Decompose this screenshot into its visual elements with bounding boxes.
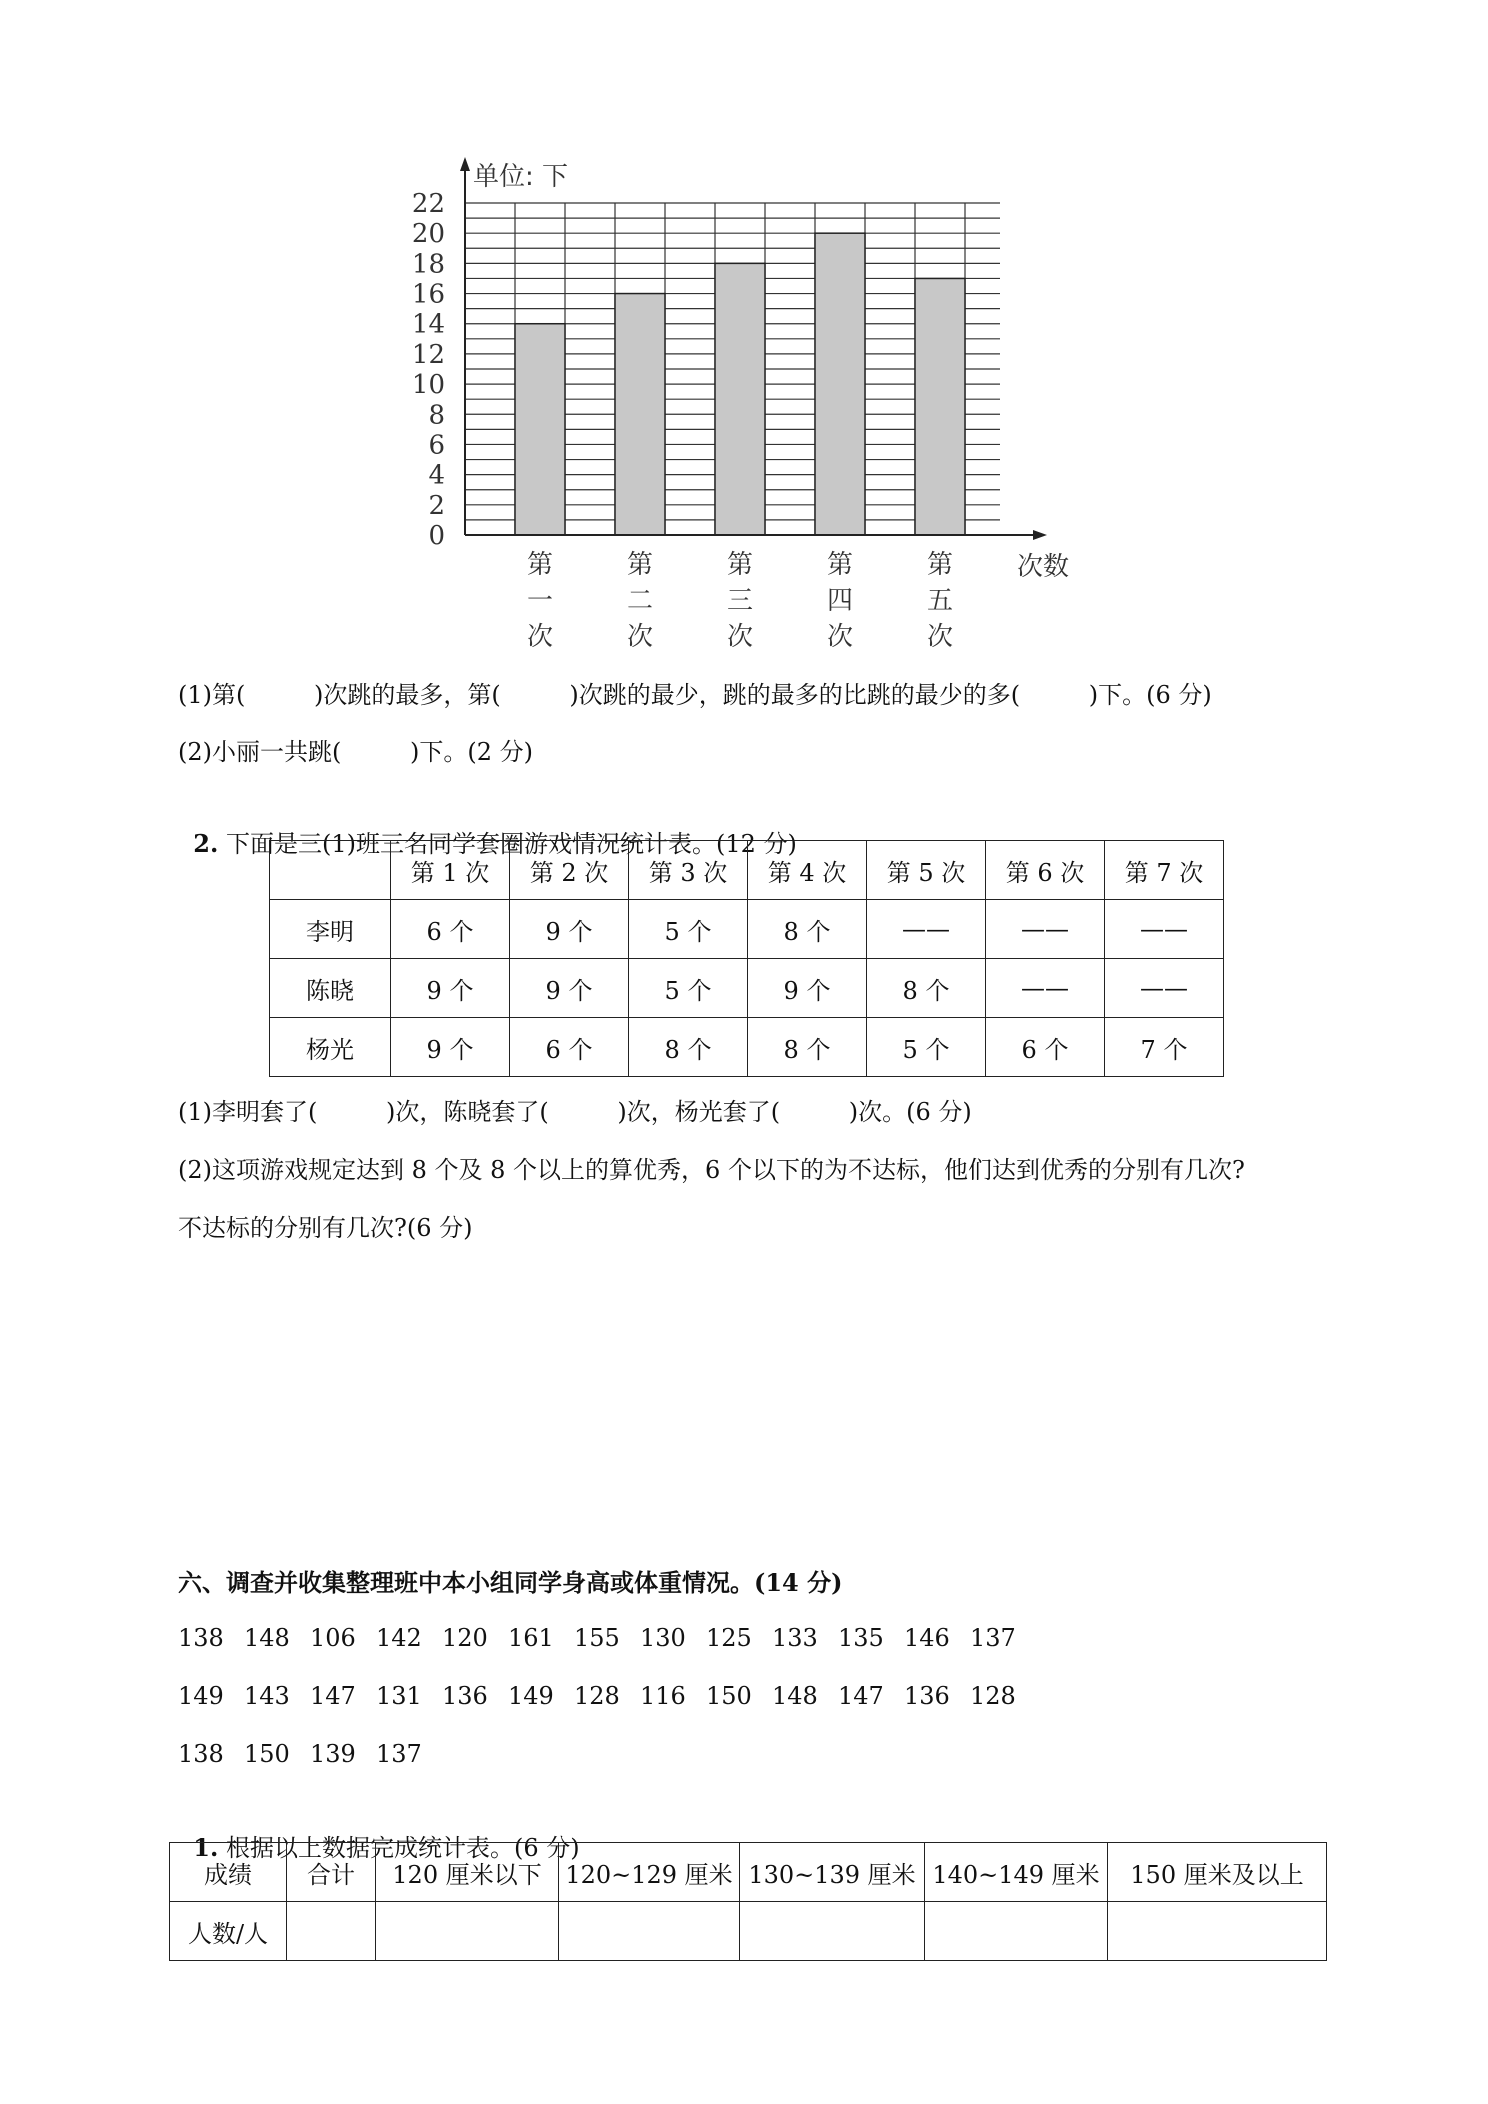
q2-title: 下面是三(1)班三名同学套圈游戏情况统计表。(12 分) — [225, 830, 797, 858]
y-tick-label: 4 — [428, 460, 445, 491]
data-value: 150 — [244, 1740, 290, 1768]
section6-title: 六、调查并收集整理班中本小组同学身高或体重情况。(14 分) — [178, 1568, 843, 1597]
table-header-cell — [270, 841, 391, 900]
table-cell: 9 个 — [391, 1018, 510, 1077]
table-cell: 杨光 — [270, 1018, 391, 1077]
data-value: 131 — [376, 1682, 422, 1710]
table-cell: 人数/人 — [170, 1902, 287, 1961]
table-input-cell[interactable] — [287, 1902, 376, 1961]
table-header-cell: 120~129 厘米 — [559, 1843, 740, 1902]
x-axis-label: 次数 — [1017, 552, 1070, 582]
data-value: 128 — [970, 1682, 1016, 1710]
data-row-2 — [178, 1682, 1036, 1710]
q1-sub1: (1)第( )次跳的最多，第( )次跳的最少，跳的最多的比跳的最少的多( )下。(6 分) — [178, 681, 1212, 709]
data-value: 130 — [640, 1624, 686, 1652]
height-stats-table — [169, 1842, 1327, 1961]
table-header-cell: 合计 — [287, 1843, 376, 1902]
table-row — [170, 1902, 1327, 1961]
y-tick-label: 12 — [411, 339, 445, 370]
table-cell: 6 个 — [986, 1018, 1105, 1077]
section6-q1-title: 根据以上数据完成统计表。(6 分) — [225, 1834, 580, 1862]
x-category-label: 第 — [526, 550, 554, 580]
table-cell: 8 个 — [748, 1018, 867, 1077]
data-value: 120 — [442, 1624, 488, 1652]
y-tick-label: 8 — [428, 400, 445, 431]
y-tick-label: 14 — [411, 309, 445, 340]
data-value: 149 — [508, 1682, 554, 1710]
bar — [715, 263, 765, 535]
data-value: 150 — [706, 1682, 752, 1710]
q2-number: 2. — [193, 829, 219, 858]
data-row-1 — [178, 1624, 1036, 1652]
table-header-row — [170, 1843, 1327, 1902]
data-value: 161 — [508, 1624, 554, 1652]
data-value: 136 — [904, 1682, 950, 1710]
bar — [915, 278, 965, 535]
table-cell: 8 个 — [867, 959, 986, 1018]
data-value: 146 — [904, 1624, 950, 1652]
table-header-cell: 第 2 次 — [510, 841, 629, 900]
table-cell: 李明 — [270, 900, 391, 959]
q2-sub2-line1: (2)这项游戏规定达到 8 个及 8 个以上的算优秀，6 个以下的为不达标，他们达到优秀的分别有几次? — [178, 1156, 1245, 1184]
table-cell: 9 个 — [391, 959, 510, 1018]
data-value: 147 — [838, 1682, 884, 1710]
table-cell: 7 个 — [1105, 1018, 1224, 1077]
table-header-cell: 140~149 厘米 — [925, 1843, 1108, 1902]
y-tick-label: 22 — [411, 189, 445, 219]
table-row — [270, 900, 1224, 959]
data-value: 148 — [772, 1682, 818, 1710]
y-tick-label: 6 — [428, 430, 445, 461]
data-value: 139 — [310, 1740, 356, 1768]
data-value: 125 — [706, 1624, 752, 1652]
data-value: 147 — [310, 1682, 356, 1710]
x-axis-categories — [527, 550, 953, 652]
table-cell: 9 个 — [748, 959, 867, 1018]
table-cell: —— — [867, 900, 986, 959]
table-cell: 6 个 — [391, 900, 510, 959]
data-value: 136 — [442, 1682, 488, 1710]
table-header-cell: 120 厘米以下 — [376, 1843, 559, 1902]
data-value: 133 — [772, 1624, 818, 1652]
x-category-label: 次 — [626, 622, 654, 652]
y-tick-label: 0 — [428, 521, 445, 551]
table-cell: 5 个 — [629, 900, 748, 959]
table-header-cell: 第 4 次 — [748, 841, 867, 900]
x-category-label: 一 — [526, 586, 554, 616]
table-cell: 8 个 — [748, 900, 867, 959]
y-axis-arrow — [460, 157, 470, 171]
x-category-label: 第 — [726, 550, 754, 580]
table-input-cell[interactable] — [1108, 1902, 1327, 1961]
data-value: 142 — [376, 1624, 422, 1652]
q2-sub1: (1)李明套了( )次，陈晓套了( )次，杨光套了( )次。(6 分) — [178, 1098, 972, 1126]
y-axis-ticks — [412, 189, 445, 551]
y-tick-label: 20 — [411, 219, 445, 250]
table-input-cell[interactable] — [559, 1902, 740, 1961]
table-cell: 5 个 — [629, 959, 748, 1018]
table-header-cell: 130~139 厘米 — [740, 1843, 925, 1902]
y-tick-label: 10 — [411, 370, 445, 401]
table-header-cell: 150 厘米及以上 — [1108, 1843, 1327, 1902]
data-value: 137 — [970, 1624, 1016, 1652]
table-input-cell[interactable] — [376, 1902, 559, 1961]
table-header-cell: 第 5 次 — [867, 841, 986, 900]
table-input-cell[interactable] — [740, 1902, 925, 1961]
q1-sub2: (2)小丽一共跳( )下。(2 分) — [178, 738, 534, 766]
table-header-cell: 第 7 次 — [1105, 841, 1224, 900]
data-row-3 — [178, 1740, 442, 1768]
y-tick-label: 16 — [411, 279, 445, 310]
data-value: 135 — [838, 1624, 884, 1652]
y-tick-label: 18 — [411, 249, 445, 280]
bar — [615, 294, 665, 535]
q2-sub2-line2: 不达标的分别有几次?(6 分) — [178, 1214, 473, 1242]
y-tick-label: 2 — [428, 490, 445, 521]
x-category-label: 次 — [826, 622, 854, 652]
table-header-row — [270, 841, 1224, 900]
table-header-cell: 第 3 次 — [629, 841, 748, 900]
table-row — [270, 959, 1224, 1018]
table-header-cell: 成绩 — [170, 1843, 287, 1902]
x-axis-arrow — [1033, 530, 1047, 540]
x-category-label: 次 — [926, 622, 954, 652]
data-value: 138 — [178, 1624, 224, 1652]
bar — [815, 233, 865, 535]
data-value: 138 — [178, 1740, 224, 1768]
bar-chart — [395, 155, 1095, 655]
x-category-label: 次 — [526, 622, 554, 652]
data-value: 137 — [376, 1740, 422, 1768]
table-header-cell: 第 1 次 — [391, 841, 510, 900]
data-value: 148 — [244, 1624, 290, 1652]
unit-label: 单位: 下 — [473, 162, 569, 192]
table-row — [270, 1018, 1224, 1077]
x-category-label: 四 — [826, 586, 854, 616]
table-cell: —— — [986, 959, 1105, 1018]
section6-q1-number: 1. — [193, 1833, 219, 1862]
x-category-label: 第 — [926, 550, 954, 580]
x-category-label: 次 — [726, 622, 754, 652]
data-value: 106 — [310, 1624, 356, 1652]
table-cell: 5 个 — [867, 1018, 986, 1077]
ring-toss-table — [269, 840, 1224, 1077]
x-category-label: 三 — [726, 586, 754, 616]
data-value: 149 — [178, 1682, 224, 1710]
table-cell: —— — [986, 900, 1105, 959]
table-cell: 陈晓 — [270, 959, 391, 1018]
x-category-label: 第 — [626, 550, 654, 580]
x-category-label: 五 — [926, 586, 954, 616]
table-cell: 9 个 — [510, 959, 629, 1018]
x-category-label: 二 — [626, 586, 654, 616]
table-input-cell[interactable] — [925, 1902, 1108, 1961]
bar — [515, 324, 565, 535]
table-cell: —— — [1105, 959, 1224, 1018]
table-cell: 9 个 — [510, 900, 629, 959]
data-value: 128 — [574, 1682, 620, 1710]
x-category-label: 第 — [826, 550, 854, 580]
table-cell: 6 个 — [510, 1018, 629, 1077]
data-value: 116 — [640, 1682, 686, 1710]
data-value: 143 — [244, 1682, 290, 1710]
data-value: 155 — [574, 1624, 620, 1652]
table-header-cell: 第 6 次 — [986, 841, 1105, 900]
table-cell: 8 个 — [629, 1018, 748, 1077]
table-cell: —— — [1105, 900, 1224, 959]
